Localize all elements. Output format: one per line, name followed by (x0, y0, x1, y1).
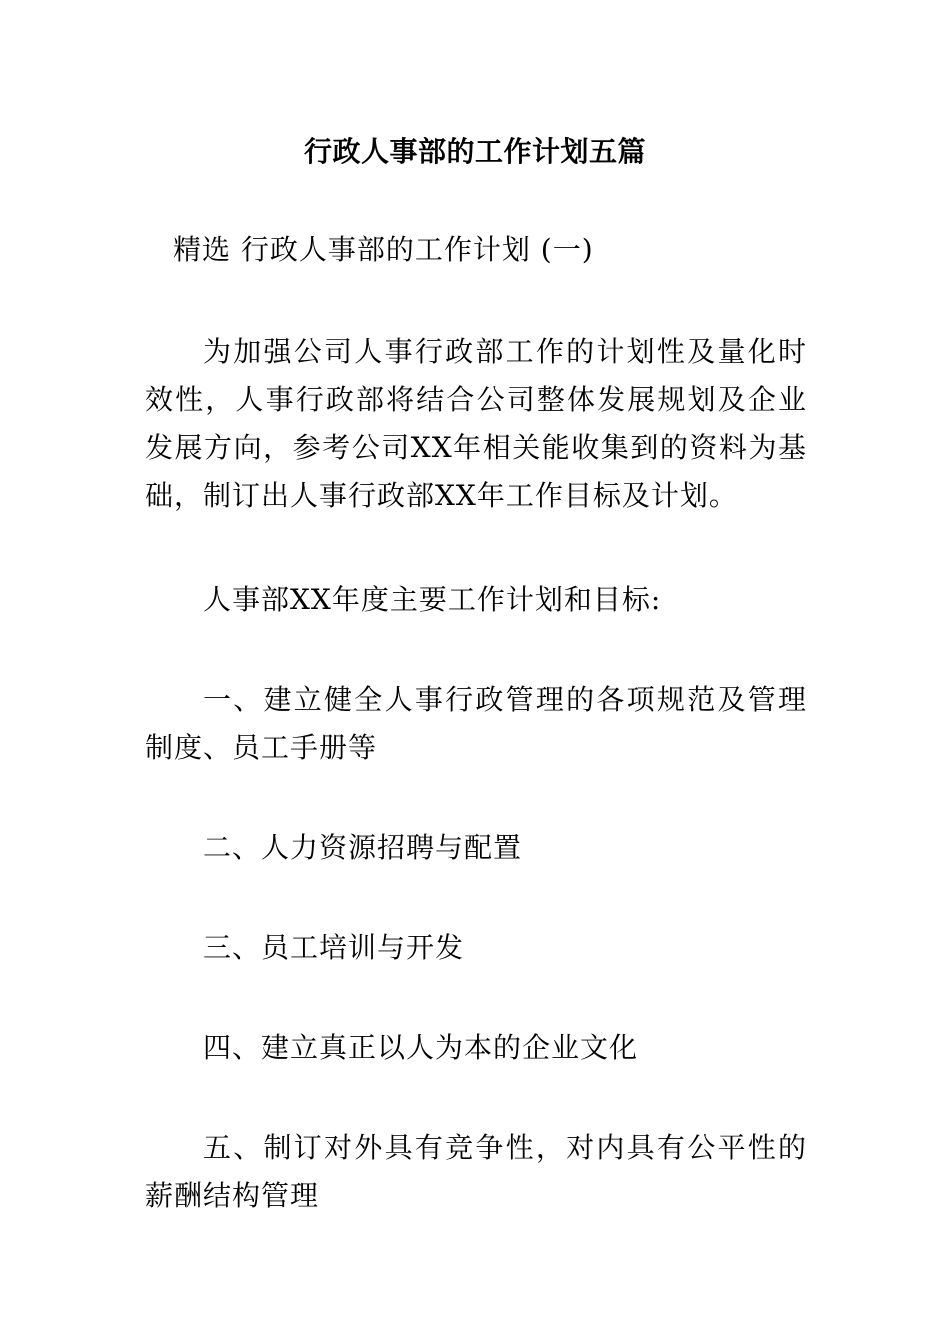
section-subtitle: 精选 行政人事部的工作计划 (一) (173, 233, 594, 266)
intro-paragraph: 为加强公司人事行政部工作的计划性及量化时效性，人事行政部将结合公司整体发展规划及企业发展方向，参考公司XX年相关能收集到的资料为基础，制订出人事行政部XX年工作目标及计划。 (145, 335, 807, 512)
plan-heading: 人事部XX年度主要工作计划和目标: (203, 583, 662, 616)
plan-item-1: 一、建立健全人事行政管理的各项规范及管理制度、员工手册等 (145, 683, 807, 764)
plan-item-2: 二、人力资源招聘与配置 (203, 831, 523, 864)
plan-item-4: 四、建立真正以人为本的企业文化 (203, 1031, 639, 1064)
plan-item-3: 三、员工培训与开发 (203, 931, 465, 964)
document-title: 行政人事部的工作计划五篇 (303, 135, 646, 168)
plan-item-5: 五、制订对外具有竞争性，对内具有公平性的薪酬结构管理 (145, 1131, 807, 1212)
